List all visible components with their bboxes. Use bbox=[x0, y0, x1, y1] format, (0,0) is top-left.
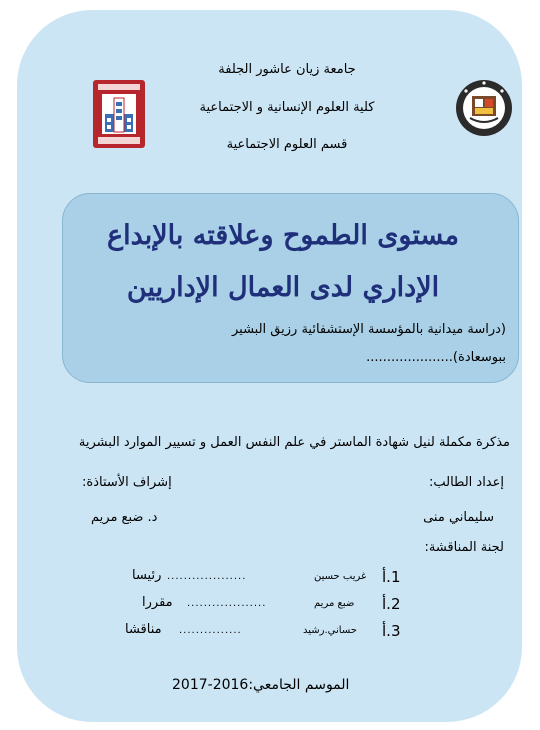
member-name: غريب حسين bbox=[314, 571, 367, 582]
student-label: إعداد الطالب: bbox=[428, 475, 504, 490]
member-role: رئيسا bbox=[132, 568, 162, 583]
member-dots: ................... bbox=[167, 571, 247, 582]
thesis-subtitle-line2: ببوسعادة)..................... bbox=[366, 350, 506, 365]
thesis-title-line2: الإداري لدى العمال الإداريين bbox=[126, 272, 440, 303]
supervisor-name: د. ضبع مريم bbox=[91, 510, 158, 525]
title-box bbox=[62, 193, 519, 383]
university-seal-icon bbox=[454, 78, 514, 138]
student-name: سليماني منى bbox=[423, 510, 494, 525]
member-number: 3.أ bbox=[382, 622, 401, 640]
member-dots: ................... bbox=[187, 598, 267, 609]
cover-page bbox=[17, 10, 522, 722]
member-name: ضبع مريم bbox=[314, 598, 355, 609]
faculty-name: كلية العلوم الإنسانية و الاجتماعية bbox=[199, 100, 375, 115]
memo-statement: مذكرة مكملة لنيل شهادة الماستر في علم النفس العمل و تسيير الموارد البشرية bbox=[78, 435, 510, 450]
member-role: مقررا bbox=[142, 595, 173, 610]
university-name: جامعة زيان عاشور الجلفة bbox=[218, 62, 356, 77]
member-dots: ............... bbox=[179, 625, 242, 636]
thesis-subtitle-line1: (دراسة ميدانية بالمؤسسة الإستشفائية رزيق البشير bbox=[231, 322, 506, 337]
member-role: مناقشا bbox=[125, 622, 162, 637]
member-number: 1.أ bbox=[382, 568, 401, 586]
member-number: 2.أ bbox=[382, 595, 401, 613]
university-crest-icon bbox=[90, 78, 148, 152]
committee-label: لجنة المناقشة: bbox=[424, 540, 504, 555]
department-name: قسم العلوم الاجتماعية bbox=[226, 137, 348, 152]
member-name: حساني.رشيد bbox=[303, 625, 357, 636]
thesis-title-line1: مستوى الطموح وعلاقته بالإبداع bbox=[106, 220, 460, 251]
supervisor-label: إشراف الأستاذة: bbox=[82, 475, 172, 490]
academic-season: الموسم الجامعي:2016-2017 bbox=[172, 677, 350, 693]
